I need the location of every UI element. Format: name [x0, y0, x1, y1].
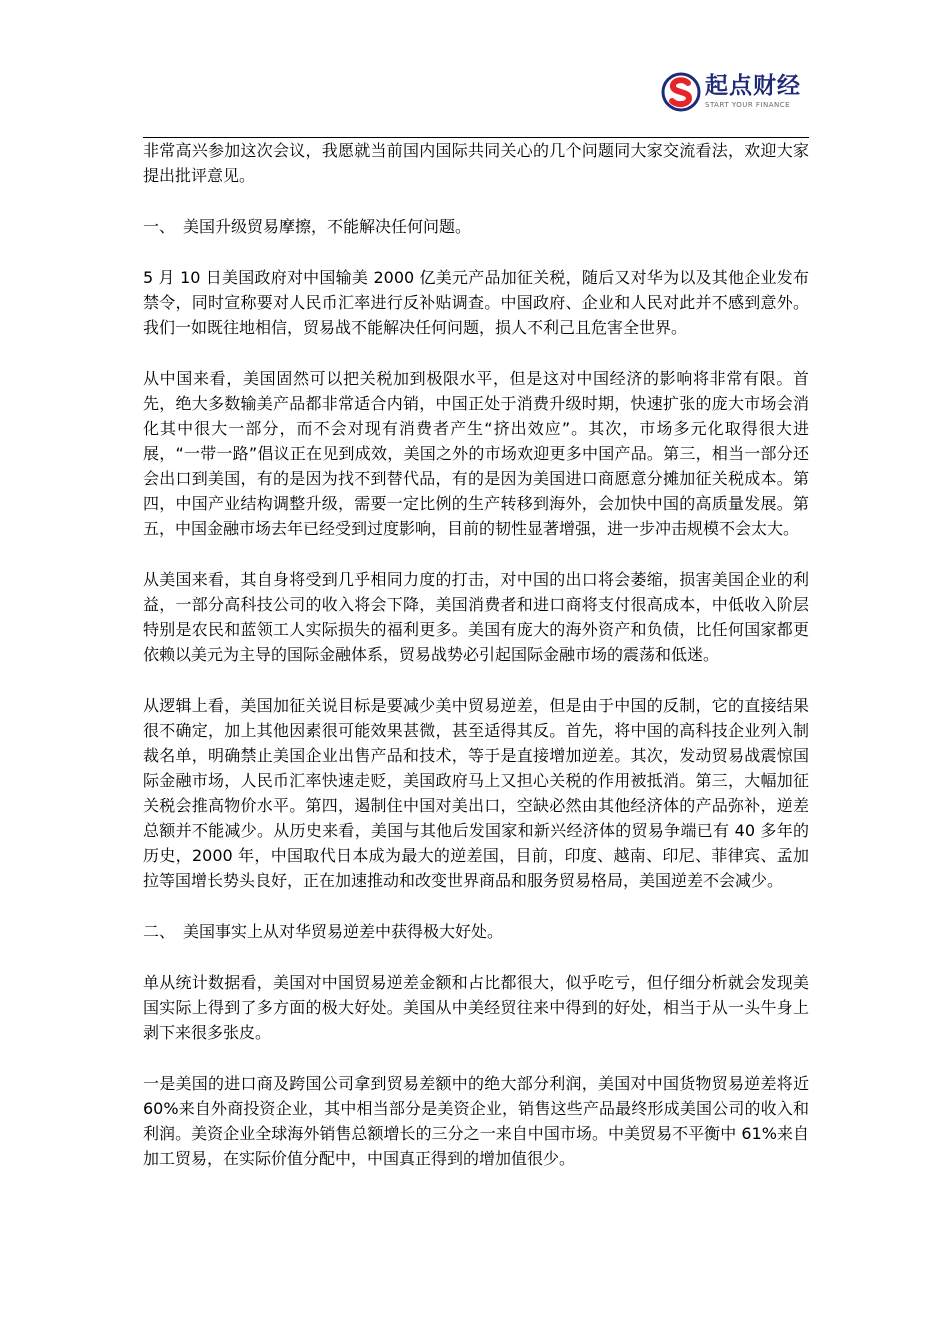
paragraph: 从美国来看，其自身将受到几乎相同力度的打击，对中国的出口将会萎缩，损害美国企业的利益，一部分高科技公司的收入将会下降，美国消费者和进口商将支付很高成本，中低收入阶层特别是农民和蓝领工人实际损失的福利更多。美国有庞大的海外资产和负债，比任何国家都更依赖以美元为主导的国际金融体系，贸易战势必引起国际金融市场的震荡和低迷。: [143, 570, 809, 664]
page-header: [143, 60, 809, 138]
logo-s-icon: [661, 72, 701, 112]
paragraph: 5 月 10 日美国政府对中国输美 2000 亿美元产品加征关税，随后又对华为以及其他企业发布禁令，同时宣称要对人民币汇率进行反补贴调查。中国政府、企业和人民对此并不感到意外。我们一如既往地相信，贸易战不能解决任何问题，损人不利己且危害全世界。: [143, 268, 809, 337]
brand-logo: [661, 72, 801, 112]
paragraph: 从中国来看，美国固然可以把关税加到极限水平，但是这对中国经济的影响将非常有限。首先，绝大多数输美产品都非常适合内销，中国正处于消费升级时期，快速扩张的庞大市场会消化其中很大一部分，而不会对现有消费者产生“挤出效应”。其次，市场多元化取得很大进展，“一带一路”倡议正在见到成效，美国之外的市场欢迎更多中国产品。第三，相当一部分还会出口到美国，有的是因为找不到替代品，有的是因为美国进口商愿意分摊加征关税成本。第四，中国产业结构调整升级，需要一定比例的生产转移到海外，会加快中国的高质量发展。第五，中国金融市场去年已经受到过度影响，目前的韧性显著增强，进一步冲击规模不会太大。: [143, 369, 809, 538]
paragraph: 一是美国的进口商及跨国公司拿到贸易差额中的绝大部分利润，美国对中国货物贸易逆差将近 60%来自外商投资企业，其中相当部分是美资企业，销售这些产品最终形成美国公司的收入和利润。美资企业全球海外销售总额增长的三分之一来自中国市场。中美贸易不平衡中 61%来自加工贸易，在实际价值分配中，中国真正得到的增加值很少。: [143, 1074, 809, 1168]
article-body: [143, 138, 809, 1197]
paragraph: 单从统计数据看，美国对中国贸易逆差金额和占比都很大，似乎吃亏，但仔细分析就会发现美国实际上得到了多方面的极大好处。美国从中美经贸往来中得到的好处，相当于从一头牛身上剥下来很多张皮。: [143, 973, 809, 1042]
paragraph: 从逻辑上看，美国加征关说目标是要减少美中贸易逆差，但是由于中国的反制，它的直接结果很不确定，加上其他因素很可能效果甚微，甚至适得其反。首先，将中国的高科技企业列入制裁名单，明确禁止美国企业出售产品和技术，等于是直接增加逆差。其次，发动贸易战震惊国际金融市场，人民币汇率快速走贬，美国政府马上又担心关税的作用被抵消。第三，大幅加征关税会推高物价水平。第四，遏制住中国对美出口，空缺必然由其他经济体的产品弥补，逆差总额并不能减少。从历史来看，美国与其他后发国家和新兴经济体的贸易争端已有 40 多年的历史，2000 年，中国取代日本成为最大的逆差国，目前，印度、越南、印尼、菲律宾、孟加拉等国增长势头良好，正在加速推动和改变世界商品和服务贸易格局，美国逆差不会减少。: [143, 696, 809, 890]
paragraph-intro: 非常高兴参加这次会议，我愿就当前国内国际共同关心的几个问题同大家交流看法，欢迎大家提出批评意见。: [143, 141, 809, 185]
logo-title: 起点财经: [705, 73, 801, 99]
section-heading-1: 一、 美国升级贸易摩擦，不能解决任何问题。: [143, 217, 472, 236]
section-heading-2: 二、 美国事实上从对华贸易逆差中获得极大好处。: [143, 922, 504, 941]
logo-subtitle: START YOUR FINANCE: [705, 101, 791, 109]
